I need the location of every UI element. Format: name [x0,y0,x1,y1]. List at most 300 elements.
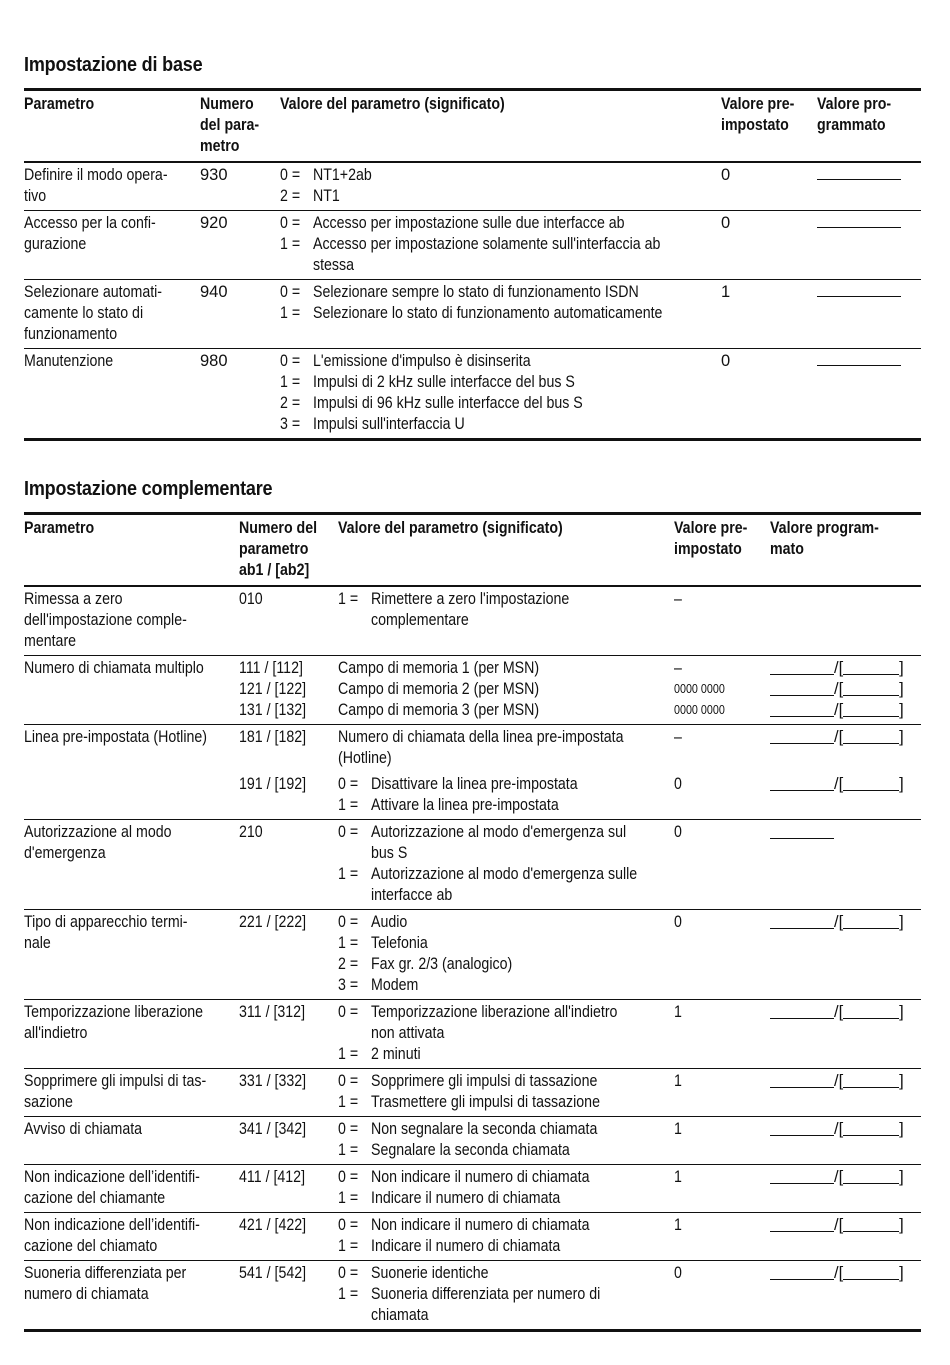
param-number-cell [239,1000,338,1069]
param-name-cell [24,910,239,1000]
field-separator: /[ [834,728,844,746]
param-name: Accesso per la confi- [24,214,156,232]
param-number: 111 / [112] [239,659,303,677]
default-value: 0 [674,823,682,841]
option-text: Audio [371,913,408,931]
option-text: non attivata [371,1024,445,1042]
header-line: mato [770,540,804,558]
param-name-cell [24,1000,239,1069]
programmed-value-cell [770,656,921,725]
programmed-ab1-blank [770,1119,834,1136]
param-value-text: Campo di memoria 2 (per MSN) [338,680,540,698]
field-end: ] [899,659,904,677]
param-number: 181 / [182] [239,728,307,746]
option-key: 0 = [338,1216,359,1234]
option-key: 1 = [338,590,359,608]
programmed-ab1-blank [770,658,834,675]
option-item [338,912,674,933]
param-value-cell [280,280,721,349]
header-number [239,514,338,587]
param-value-text: Numero di chiamata della linea pre-impostata [338,728,624,746]
param-name-cell [24,772,239,820]
param-value-cell [338,725,674,773]
param-number: 541 / [542] [239,1264,307,1282]
default-value-cell [674,1069,770,1117]
option-item [280,351,721,372]
param-name-cell [24,162,200,211]
param-name: tivo [24,187,47,205]
param-number-cell [239,656,338,725]
programmed-value-cell [770,1261,921,1331]
extra-settings-title: Impostazione complementare [24,478,273,500]
table-row [24,211,921,280]
programmed-value-blank[interactable] [770,822,834,839]
param-name-cell [24,725,239,773]
table-row [24,1117,921,1165]
default-value-cell [674,772,770,820]
param-number-cell: 930 [200,166,228,184]
programmed-value-field[interactable] [770,1215,921,1236]
default-value-cell [674,725,770,773]
field-separator: /[ [834,775,844,793]
header-line: Numero [200,95,254,113]
table-row [24,280,921,349]
programmed-ab1-blank [770,727,834,744]
table-row [24,162,921,211]
header-param [24,514,239,587]
programmed-value-field[interactable] [770,1119,921,1140]
programmed-value-cell [817,280,921,349]
programmed-value-cell [770,820,921,910]
programmed-value-blank[interactable] [817,282,901,297]
programmed-value-field[interactable] [770,1071,921,1092]
param-name-cell [24,349,200,440]
programmed-value-field[interactable] [770,700,921,721]
option-text: complementare [371,611,469,629]
field-separator: /[ [834,659,844,677]
param-number-cell [239,586,338,656]
option-text: Segnalare la seconda chiamata [371,1141,570,1159]
programmed-ab1-blank [770,1215,834,1232]
programmed-ab2-blank [843,658,899,675]
option-item [338,1215,674,1236]
param-name: nale [24,934,51,952]
field-end: ] [899,701,904,719]
programmed-value-field[interactable] [770,1263,921,1284]
param-number: 421 / [422] [239,1216,307,1234]
param-number: 411 / [412] [239,1168,306,1186]
default-value: 0 [674,913,682,931]
param-name: Tipo di apparecchio termi- [24,913,188,931]
param-number: 191 / [192] [239,775,307,793]
option-key: 0 = [338,1003,359,1021]
option-text: bus S [371,844,408,862]
option-key: 0 = [338,1120,359,1138]
header-default [721,90,817,163]
default-value-cell [674,1117,770,1165]
param-name: Numero di chiamata multiplo [24,659,204,677]
option-text: Trasmettere gli impulsi di tassazione [371,1093,600,1111]
header-value [280,90,721,163]
param-name: Temporizzazione liberazione [24,1003,204,1021]
option-text: Autorizzazione al modo d'emergenza sul [371,823,627,841]
param-value-cell [338,820,674,910]
programmed-value-field[interactable] [770,658,921,679]
field-separator: /[ [834,1168,844,1186]
param-name: Avviso di chiamata [24,1120,143,1138]
programmed-value-field[interactable] [770,727,921,748]
programmed-ab2-blank [843,700,899,717]
field-end: ] [899,1003,904,1021]
header-line: Valore pre- [674,519,748,537]
programmed-ab1-blank [770,912,834,929]
programmed-value-cell [770,725,921,773]
default-value-cell: 0 [721,166,731,184]
option-text: Sopprimere gli impulsi di tassazione [371,1072,598,1090]
option-item [280,393,721,414]
default-value: 1 [674,1120,682,1138]
param-name: Non indicazione dell’identifi- [24,1168,200,1186]
basic-settings-title: Impostazione di base [24,54,203,76]
option-item [338,822,674,864]
option-text: Suoneria differenziata per numero di [371,1285,601,1303]
option-item [338,933,674,954]
default-value: – [674,659,682,677]
programmed-value-cell [817,162,921,211]
option-text: Indicare il numero di chiamata [371,1237,561,1255]
header-line: ab1 / [ab2] [239,561,310,579]
option-item [338,1284,674,1326]
param-name-cell [24,1165,239,1213]
header-line: metro [200,137,240,155]
programmed-value-field[interactable] [770,1002,921,1023]
field-end: ] [899,1072,904,1090]
programmed-value-cell [770,910,921,1000]
programmed-value-field[interactable] [770,912,921,933]
option-text: Temporizzazione liberazione all'indietro [371,1003,618,1021]
field-end: ] [899,1264,904,1282]
option-key: 0 = [338,775,359,793]
table-row [24,1261,921,1331]
header-line: Valore pre- [721,95,795,113]
param-name-cell [24,586,239,656]
param-value-cell [338,772,674,820]
programmed-ab2-blank [843,1167,899,1184]
default-value: – [674,728,682,746]
option-item [280,213,721,234]
default-value: – [674,590,682,608]
option-item [338,1044,674,1065]
header-line: Parametro [24,519,95,537]
field-separator: /[ [834,1264,844,1282]
param-value-cell [280,211,721,280]
header-line: Valore del parametro (significato) [338,519,563,537]
programmed-value-blank[interactable] [817,351,901,366]
table-row [24,725,921,773]
param-name: Sopprimere gli impulsi di tas- [24,1072,207,1090]
table-row [24,1000,921,1069]
param-name: Rimessa a zero [24,590,123,608]
option-text: chiamata [371,1306,429,1324]
param-name-cell [24,211,200,280]
default-value: 0 [674,775,682,793]
param-name: Linea pre-impostata (Hotline) [24,728,207,746]
option-text: L'emissione d'impulso è disinserita [313,352,531,370]
param-name-cell [24,656,239,725]
option-item [338,1236,674,1257]
param-number-cell [239,1165,338,1213]
option-item [338,975,674,996]
param-number: 121 / [122] [239,680,307,698]
param-number-cell [239,1069,338,1117]
option-text: Accesso per impostazione sulle due interfacce ab [313,214,625,232]
param-name: Autorizzazione al modo [24,823,172,841]
param-value-text: Campo di memoria 3 (per MSN) [338,701,540,719]
param-number: 331 / [332] [239,1072,307,1090]
header-line: del para- [200,116,260,134]
param-name: mentare [24,632,77,650]
param-value-cell [338,910,674,1000]
option-item [338,864,674,906]
option-item [280,414,721,435]
option-item [338,1140,674,1161]
option-item [338,795,674,816]
param-value-cell [338,656,674,725]
option-text: Impulsi sull'interfaccia U [313,415,465,433]
default-value: 0 [674,1264,682,1282]
option-key: 0 = [338,1168,359,1186]
option-key: 0 = [280,283,301,301]
table-header-row [24,514,921,587]
param-value-cell [338,1261,674,1331]
option-key: 1 = [280,304,301,322]
param-name: camente lo stato di [24,304,144,322]
programmed-ab1-blank [770,1071,834,1088]
programmed-value-cell [770,1165,921,1213]
programmed-value-cell [817,349,921,440]
option-text: Non segnalare la seconda chiamata [371,1120,598,1138]
param-value-text: Campo di memoria 1 (per MSN) [338,659,540,677]
field-separator: /[ [834,1072,844,1090]
option-text: Selezionare sempre lo stato di funzionamento ISDN [313,283,639,301]
default-value-cell [674,1000,770,1069]
param-name-cell [24,280,200,349]
param-name-cell [24,1261,239,1331]
field-end: ] [899,1216,904,1234]
programmed-ab1-blank [770,1167,834,1184]
option-key: 1 = [338,1189,359,1207]
option-key: 0 = [338,1072,359,1090]
option-item [280,372,721,393]
option-item [338,774,674,795]
programmed-value-cell [770,772,921,820]
option-text: Impulsi di 2 kHz sulle interfacce del bus S [313,373,575,391]
option-text: Non indicare il numero di chiamata [371,1216,590,1234]
field-end: ] [899,680,904,698]
default-value-cell [674,820,770,910]
header-line: Valore program- [770,519,879,537]
default-value-cell [674,1213,770,1261]
default-value: 1 [674,1072,682,1090]
param-value-cell [338,1165,674,1213]
programmed-value-blank[interactable] [817,213,901,228]
programmed-value-cell [770,1117,921,1165]
default-value-cell [674,1261,770,1331]
field-separator: /[ [834,701,844,719]
table-header-row [24,90,921,163]
programmed-value-field[interactable] [770,1167,921,1188]
programmed-value-field[interactable] [770,774,921,795]
header-number [200,90,280,163]
header-value [338,514,674,587]
extra-settings-table [24,512,921,1332]
param-number-cell: 940 [200,283,228,301]
param-value-cell [338,1213,674,1261]
option-item [338,589,674,631]
param-name-cell [24,820,239,910]
param-number: 131 / [132] [239,701,307,719]
option-key: 1 = [338,796,359,814]
option-text: Non indicare il numero di chiamata [371,1168,590,1186]
param-name: d'emergenza [24,844,106,862]
programmed-ab2-blank [843,679,899,696]
field-separator: /[ [834,1003,844,1021]
header-line: Numero del [239,519,318,537]
param-name-cell [24,1069,239,1117]
option-item [338,1071,674,1092]
option-text: stessa [313,256,355,274]
header-programmed [770,514,921,587]
programmed-value-cell [770,586,921,656]
programmed-ab2-blank [843,1002,899,1019]
option-item [338,954,674,975]
option-item [338,1263,674,1284]
option-text: Attivare la linea pre-impostata [371,796,559,814]
param-value-cell [280,349,721,440]
table-row [24,586,921,656]
programmed-ab1-blank [770,1002,834,1019]
param-name: cazione del chiamato [24,1237,158,1255]
programmed-value-blank[interactable] [817,165,901,180]
option-key: 0 = [280,352,301,370]
field-separator: /[ [834,1120,844,1138]
option-item [338,1002,674,1044]
option-key: 2 = [280,394,301,412]
programmed-ab2-blank [843,774,899,791]
param-name: funzionamento [24,325,118,343]
default-value-cell: 0 [721,352,731,370]
default-value-cell: 0 [721,214,731,232]
option-text: Accesso per impostazione solamente sull'interfaccia ab [313,235,661,253]
param-name: all'indietro [24,1024,88,1042]
programmed-ab1-blank [770,679,834,696]
programmed-value-field[interactable] [770,679,921,700]
option-key: 1 = [338,1093,359,1111]
param-name-cell [24,1117,239,1165]
param-number-cell: 920 [200,214,228,232]
programmed-ab1-blank [770,700,834,717]
param-value-cell [338,1069,674,1117]
param-number: 221 / [222] [239,913,307,931]
option-text: Disattivare la linea pre-impostata [371,775,578,793]
programmed-ab1-blank [770,1263,834,1280]
param-name: dell'impostazione comple- [24,611,187,629]
option-key: 1 = [280,373,301,391]
param-name: Selezionare automati- [24,283,163,301]
table-row [24,1069,921,1117]
field-separator: /[ [834,1216,844,1234]
header-line: Parametro [24,95,95,113]
option-text: Telefonia [371,934,428,952]
default-value: 1 [674,1216,682,1234]
option-key: 2 = [280,187,301,205]
programmed-ab2-blank [843,1263,899,1280]
header-param [24,90,200,163]
field-end: ] [899,775,904,793]
option-text: Indicare il numero di chiamata [371,1189,561,1207]
param-name: Non indicazione dell’identifi- [24,1216,200,1234]
default-value-cell [674,656,770,725]
header-line: impostato [721,116,789,134]
param-number: 210 [239,823,263,841]
option-text: Impulsi di 96 kHz sulle interfacce del bus S [313,394,583,412]
default-value-cell [674,1165,770,1213]
table-row [24,1165,921,1213]
option-key: 0 = [280,214,301,232]
header-programmed [817,90,921,163]
param-number: 311 / [312] [239,1003,306,1021]
param-number-cell [239,772,338,820]
table-row [24,820,921,910]
param-name: Manutenzione [24,352,114,370]
param-name: numero di chiamata [24,1285,149,1303]
option-text: NT1 [313,187,340,205]
option-item [280,165,721,186]
option-text: 2 minuti [371,1045,421,1063]
param-number-cell [239,820,338,910]
option-key: 1 = [338,1285,359,1303]
field-separator: /[ [834,913,844,931]
param-value-cell [338,1000,674,1069]
programmed-value-cell [770,1213,921,1261]
option-key: 1 = [338,865,359,883]
field-separator: /[ [834,680,844,698]
param-number-cell: 980 [200,352,228,370]
programmed-ab2-blank [843,1215,899,1232]
option-key: 0 = [338,913,359,931]
option-key: 0 = [280,166,301,184]
option-key: 3 = [280,415,301,433]
table-row [24,910,921,1000]
option-item [338,1092,674,1113]
option-key: 0 = [338,823,359,841]
programmed-value-cell [770,1000,921,1069]
programmed-value-cell [817,211,921,280]
header-line: Valore del parametro (significato) [280,95,505,113]
default-value: 0000 0000 [674,682,725,696]
field-end: ] [899,1168,904,1186]
option-key: 1 = [338,934,359,952]
option-text: Selezionare lo stato di funzionamento automaticamente [313,304,663,322]
param-name: Definire il modo opera- [24,166,168,184]
table-row [24,772,921,820]
param-number-cell [239,1213,338,1261]
param-number: 341 / [342] [239,1120,307,1138]
default-value: 0000 0000 [674,703,725,717]
option-text: Autorizzazione al modo d'emergenza sulle [371,865,638,883]
header-line: grammato [817,116,886,134]
table-row [24,656,921,725]
